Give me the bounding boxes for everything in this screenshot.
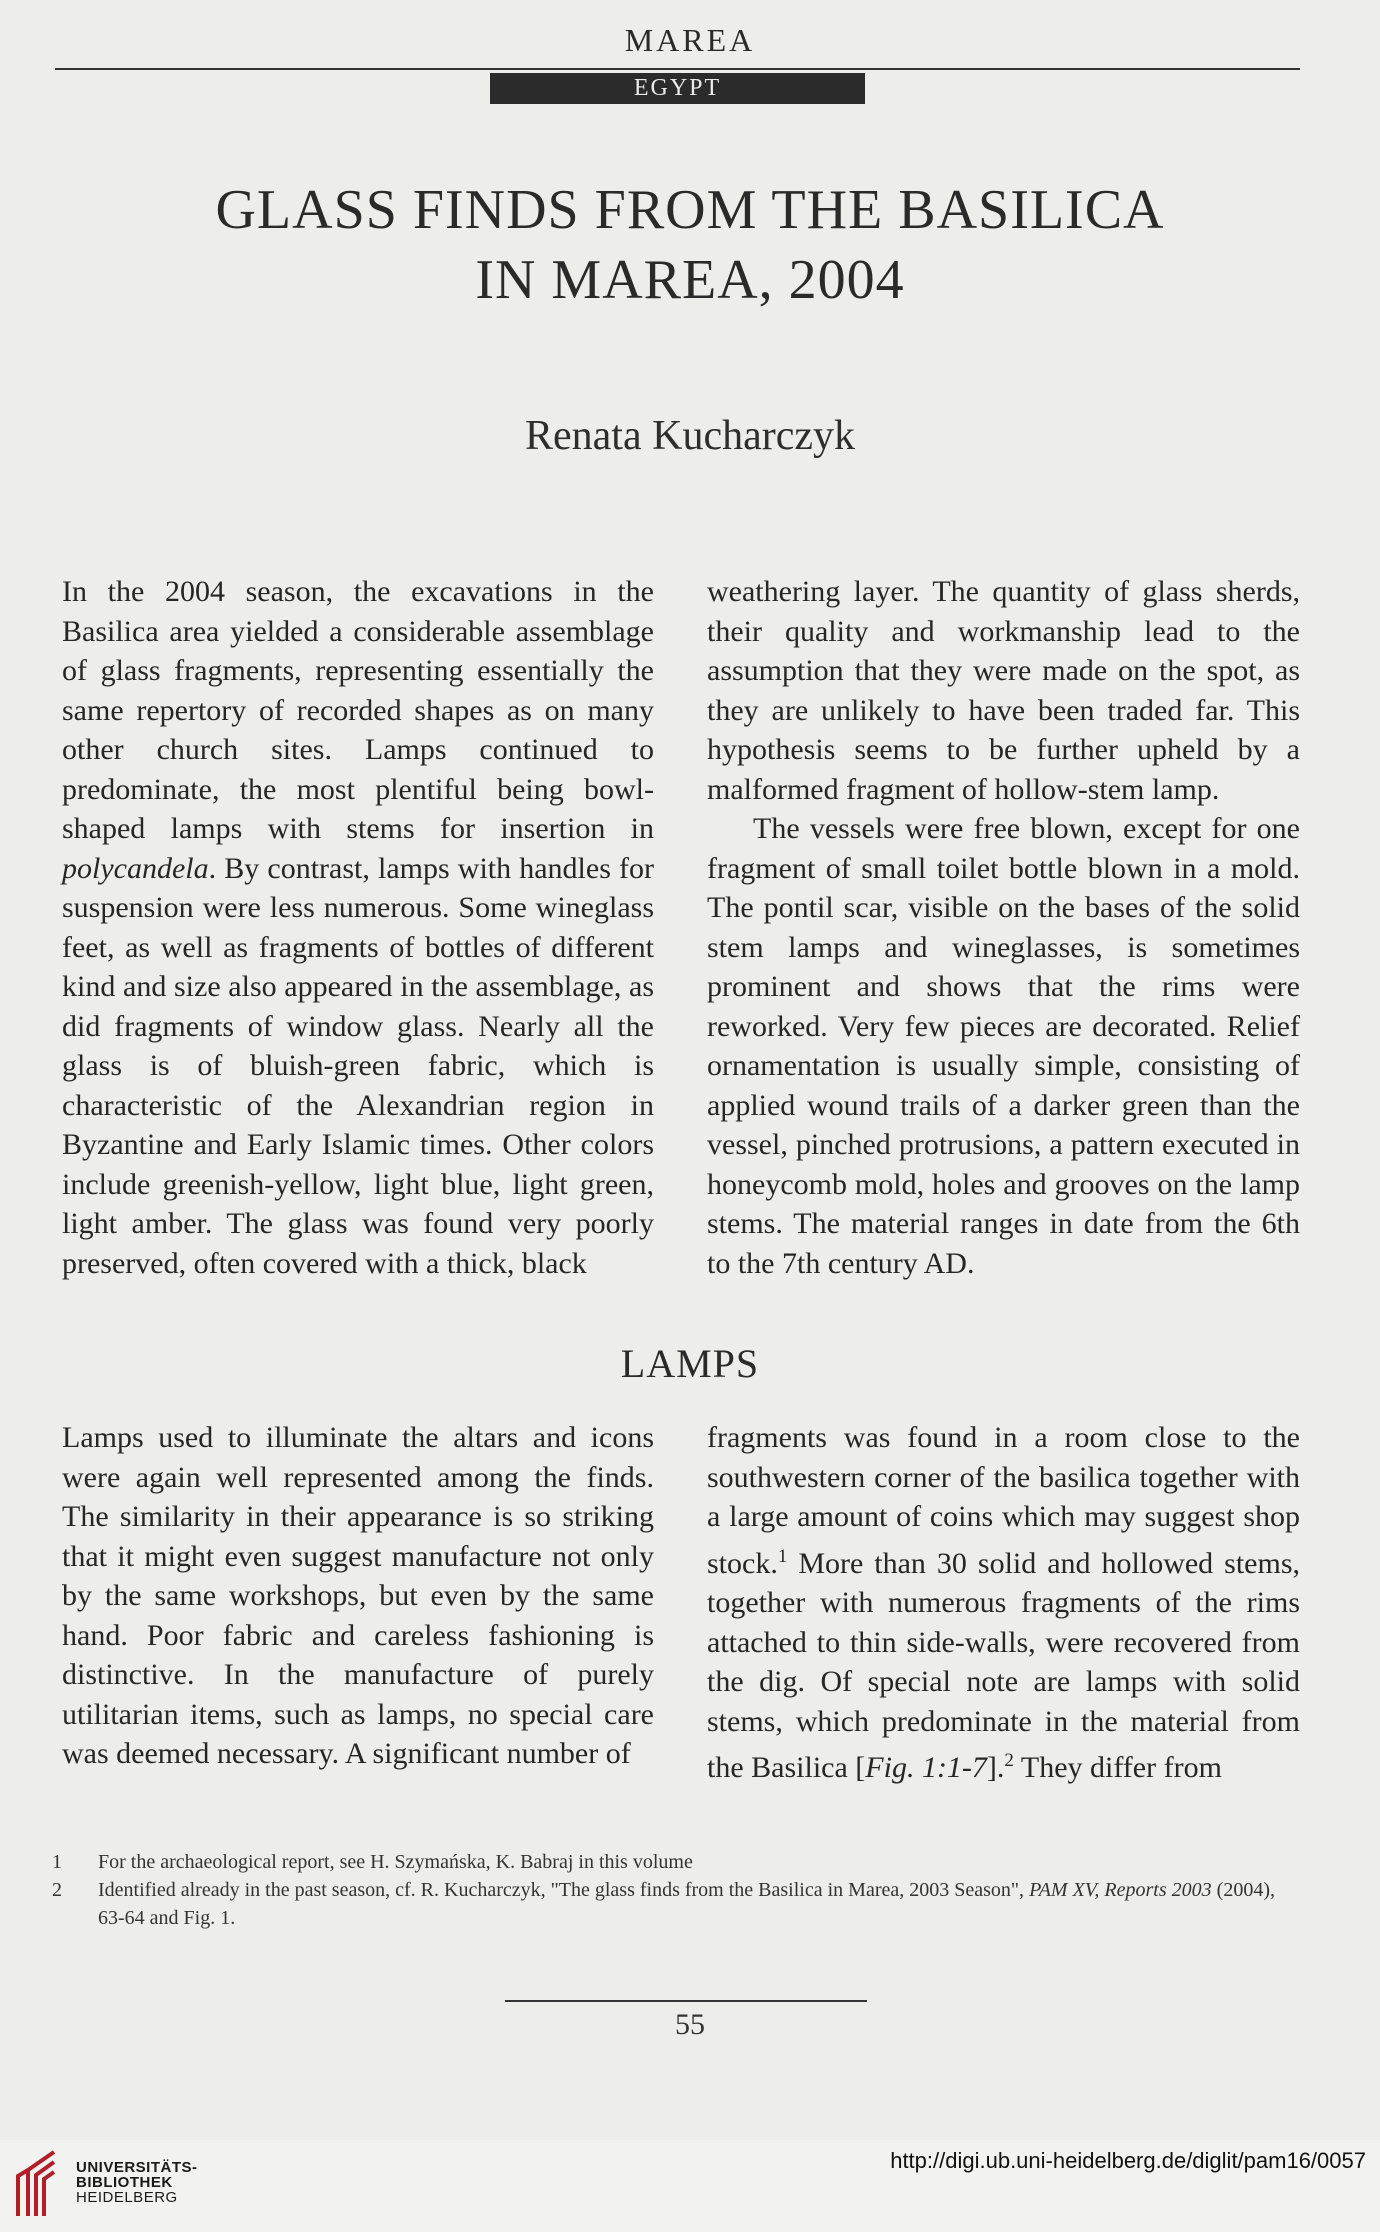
figure-reference[interactable]: Fig. 1:1-7 xyxy=(865,1751,987,1784)
intro-paragraph-continued: weathering layer. The quantity of glass sherds, their quality and workmanship lead to the assumption that they were made on the spot, as they are unlikely to have been traded far. This hypothesis seems to be further upheld by a malformed fragment of hollow-stem lamp. xyxy=(707,575,1300,806)
library-logo-icon xyxy=(14,2146,60,2222)
footnote-number: 1 xyxy=(52,1851,62,1873)
footnote-1 xyxy=(52,1848,1304,1876)
section-heading-lamps: LAMPS xyxy=(620,1341,760,1386)
footnote-number: 2 xyxy=(52,1879,62,1901)
footnotes xyxy=(52,1848,1304,1932)
italic-term: polycandela xyxy=(62,851,209,885)
author-name: Renata Kucharczyk xyxy=(525,413,855,459)
title-line-1: GLASS FINDS FROM THE BASILICA xyxy=(215,179,1165,241)
header-rule xyxy=(55,68,1300,70)
lamps-right-column xyxy=(707,1418,1300,1788)
page-number: 55 xyxy=(675,2008,705,2041)
footnote-ref-1[interactable]: 1 xyxy=(777,1545,788,1567)
lamps-paragraph-continued: fragments was found in a room close to the southwestern corner of the basilica together with a large amount of coins which may suggest shop stock.$^1$ More than 30 solid and hollowed stems, together with numerous fragments of the rims attached to thin side-walls, were recovered from the dig. Of special note are lamps with solid stems, which predominate in the material from the Basilica [Fig. 1:1-7].$^2$ They differ from xyxy=(707,1421,1300,1784)
footnote-ref-2[interactable]: 2 xyxy=(1004,1750,1014,1771)
footnote-2 xyxy=(52,1876,1304,1932)
intro-paragraph-2: The vessels were free blown, except for one fragment of small toilet bottle blown in a mold. The pontil scar, visible on the bases of the solid stem lamps and wineglasses, is sometimes prominent and shows that the rims were reworked. Very few pieces are decorated. Relief ornamentation is usually simple, consisting of applied wound trails of a darker green than the vessel, pinched protrusions, a pattern executed in honeycomb mold, holes and grooves on the lamp stems. The material ranges in date from the 6th to the 7th century AD. xyxy=(707,812,1300,1280)
footnote-text: Identified already in the past season, cf. R. Kucharczyk, "The glass finds from the Basilica in Marea, 2003 Season", PAM XV, Reports 2003 (2004), 63-64 and Fig. 1. xyxy=(98,1879,1275,1929)
title-line-2: IN MAREA, 2004 xyxy=(475,249,905,311)
footnote-text: For the archaeological report, see H. Szymańska, K. Babraj in this volume xyxy=(98,1851,693,1873)
section-band: EGYPT xyxy=(490,73,865,104)
intro-paragraph-1: In the 2004 season, the excavations in the Basilica area yielded a considerable assemblage of glass fragments, representing essentially the same repertory of recorded shapes as on many other church sites. Lamps continued to predominate, the most plentiful being bowl-shaped lamps with stems for insertion in polycandela. By contrast, lamps with handles for suspension were less numerous. Some wineglass feet, as well as fragments of bottles of different kind and size also appeared in the assemblage, as did fragments of window glass. Nearly all the glass is of bluish-green fabric, which is characteristic of the Alexandrian region in Byzantine and Early Islamic times. Other colors include greenish-yellow, light blue, light green, light amber. The glass was found very poorly preserved, often covered with a thick, black xyxy=(62,575,654,1280)
lamps-paragraph-1: Lamps used to illuminate the altars and icons were again well represented among the finds. The similarity in their appearance is so striking that it might even suggest manufacture not only by the same workshops, but even by the same hand. Poor fabric and careless fashioning is distinctive. In the manufacture of purely utilitarian items, such as lamps, no special care was deemed necessary. A significant number of xyxy=(62,1421,654,1770)
source-url-link[interactable]: http://digi.ub.uni-heidelberg.de/diglit/pam16/0057 xyxy=(890,2148,1366,2173)
folio-rule xyxy=(505,2000,867,2002)
intro-right-column xyxy=(707,572,1300,1283)
library-name: UNIVERSITÄTS- BIBLIOTHEK HEIDELBERG xyxy=(76,2159,198,2206)
running-head: MAREA xyxy=(624,22,756,58)
lamps-left-column xyxy=(62,1418,654,1774)
intro-left-column xyxy=(62,572,654,1283)
article-title xyxy=(0,175,1380,315)
